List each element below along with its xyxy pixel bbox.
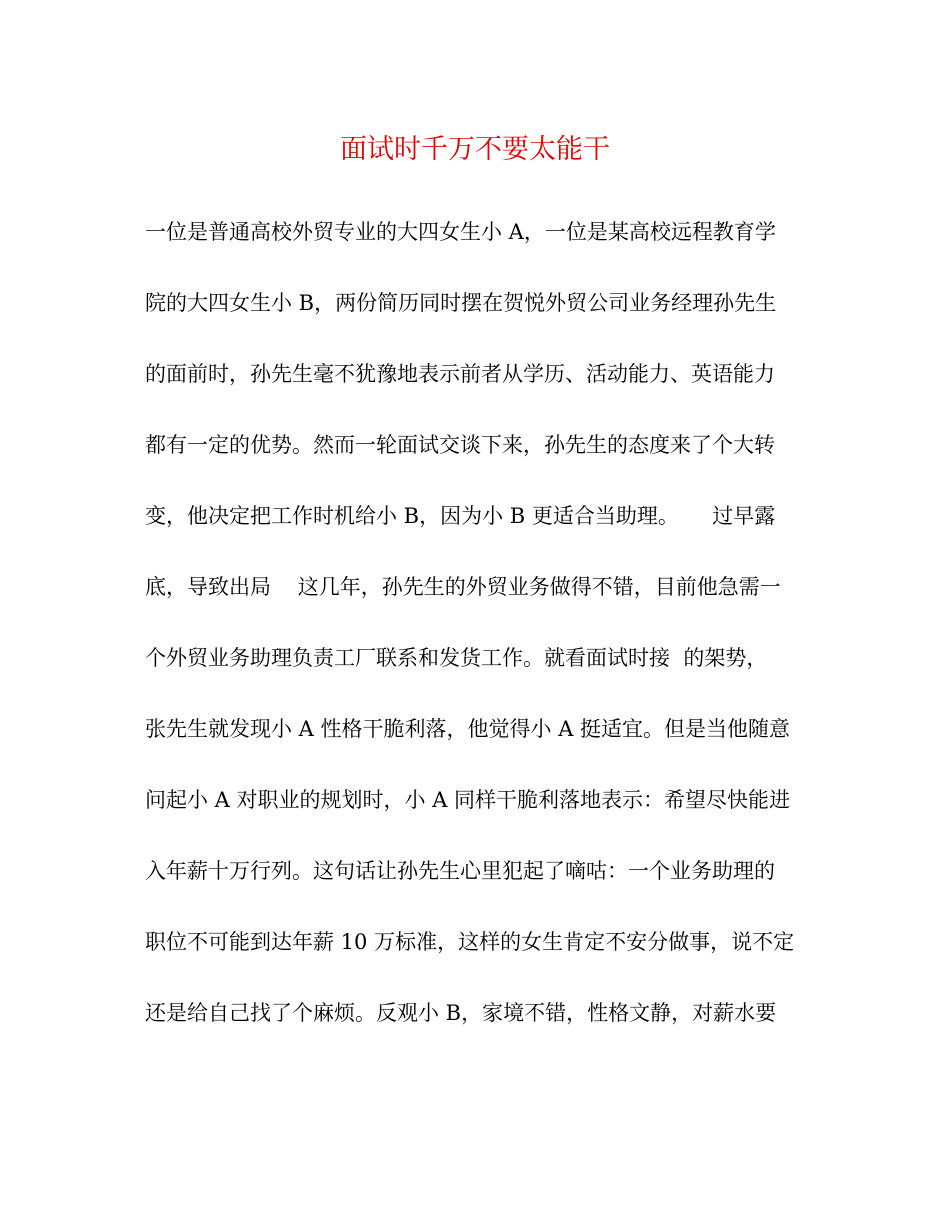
body-line: 问起小 A 对职业的规划时，小 A 同样干脆利落地表示：希望尽快能进 <box>145 788 791 812</box>
body-line: 个外贸业务助理负责工厂联系和发货工作。就看面试时接 的架势， <box>145 646 768 670</box>
body-line: 都有一定的优势。然而一轮面试交谈下来，孙先生的态度来了个大转 <box>145 433 775 457</box>
body-line: 一位是普通高校外贸专业的大四女生小 A，一位是某高校远程教育学 <box>145 220 776 244</box>
document-title: 面试时千万不要太能干 <box>340 134 610 165</box>
body-line: 张先生就发现小 A 性格干脆利落，他觉得小 A 挺适宜。但是当他随意 <box>145 717 791 741</box>
body-line: 还是给自己找了个麻烦。反观小 B，家境不错，性格文静，对薪水要 <box>145 1001 777 1025</box>
body-line: 底，导致出局 这几年，孙先生的外贸业务做得不错，目前他急需一 <box>145 575 781 599</box>
body-line: 的面前时，孙先生毫不犹豫地表示前者从学历、活动能力、英语能力 <box>145 362 775 386</box>
document-body <box>145 214 815 1066</box>
body-line: 职位不可能到达年薪 10 万标准，这样的女生肯定不安分做事，说不定 <box>145 930 795 954</box>
body-line: 院的大四女生小 B，两份简历同时摆在贺悦外贸公司业务经理孙先生 <box>145 291 777 315</box>
body-line: 变，他决定把工作时机给小 B，因为小 B 更适合当助理。 过早露 <box>145 504 776 528</box>
body-line: 入年薪十万行列。这句话让孙先生心里犯起了嘀咕：一个业务助理的 <box>145 859 775 883</box>
